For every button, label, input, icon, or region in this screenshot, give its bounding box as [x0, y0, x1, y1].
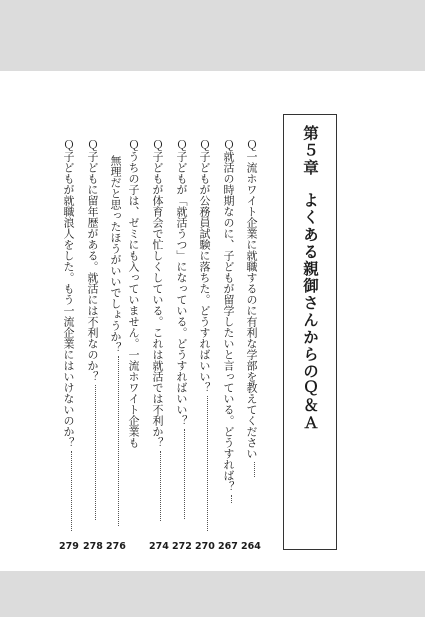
leader-dots — [71, 451, 72, 531]
toc-page-number: 264 — [241, 541, 261, 552]
toc-page-number: 267 — [218, 541, 238, 552]
toc-question: Ｑ一流ホワイト企業に就職するのに有利な学部を教えてください — [245, 140, 258, 459]
toc-entry[interactable] — [220, 140, 236, 506]
toc-question: Ｑ子どもが「就活うつ」になっている。どうすればいい？ — [175, 140, 188, 426]
toc-page-number: 270 — [195, 541, 215, 552]
leader-dots — [184, 429, 185, 519]
top-margin-band — [0, 0, 425, 71]
leader-dots — [254, 462, 255, 477]
toc-page-number: 276 — [106, 541, 126, 552]
bottom-margin-band — [0, 571, 425, 617]
chapter-subtitle: よくある親御さんからのＱ＆Ａ — [301, 192, 319, 432]
toc-entry[interactable] — [60, 140, 76, 534]
toc-entry[interactable] — [84, 140, 100, 523]
leader-dots — [118, 356, 119, 526]
chapter-heading-box — [283, 114, 337, 550]
toc-question: Ｑ就活の時期なのに、子どもが留学したいと言っている。どうすれば？ — [222, 140, 235, 492]
leader-dots — [160, 451, 161, 521]
chapter-number-title: 第５章 — [301, 125, 319, 177]
toc-entry[interactable] — [149, 140, 165, 524]
leader-dots — [207, 396, 208, 531]
toc-entry[interactable] — [125, 140, 141, 448]
toc-entry[interactable] — [107, 155, 123, 529]
toc-page-number: 279 — [59, 541, 79, 552]
toc-page-number: 278 — [83, 541, 103, 552]
toc-page-number: 272 — [172, 541, 192, 552]
toc-question: Ｑ子どもが体育会で忙しくしている。これは就活では不利か？ — [151, 140, 164, 448]
toc-question: Ｑうちの子は、ゼミにも入っていません。一流ホワイト企業も — [127, 140, 140, 448]
leader-dots — [231, 495, 232, 503]
leader-dots — [95, 385, 96, 520]
toc-page-number: 274 — [149, 541, 169, 552]
toc-question: Ｑ子どもに留年歴がある。就活には不利なのか？ — [86, 140, 99, 382]
toc-question: Ｑ子どもが就職浪人をした。もう一流企業にはいけないのか？ — [62, 140, 75, 448]
toc-question: 無理だと思ったほうがいいでしょうか？ — [109, 155, 122, 353]
toc-entry[interactable] — [196, 140, 212, 534]
toc-entry[interactable] — [173, 140, 189, 522]
toc-entry[interactable] — [243, 140, 259, 480]
toc-question: Ｑ子どもが公務員試験に落ちた。どうすればいい？ — [198, 140, 211, 393]
